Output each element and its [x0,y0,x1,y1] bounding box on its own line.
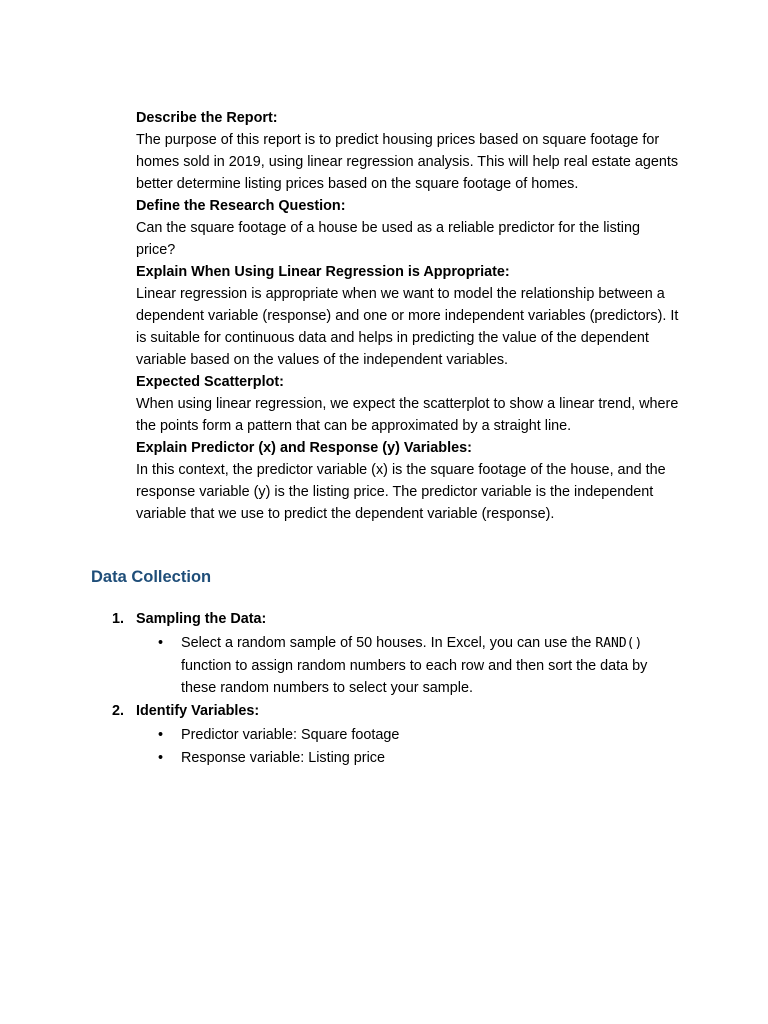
bullet-icon: • [158,750,164,766]
bullet-text-before: Select a random sample of 50 houses. In Excel, you can use the [181,635,596,651]
step-title: Sampling the Data: [136,611,267,627]
describe-report-label: Describe the Report: [136,110,278,126]
bullet-icon: • [158,635,164,651]
report-intro [136,107,681,525]
bullet-icon: • [158,727,164,743]
data-collection-heading: Data Collection [91,568,212,586]
data-collection-steps [91,608,681,770]
expected-scatterplot-label: Expected Scatterplot: [136,374,284,390]
research-question-label: Define the Research Question: [136,198,346,214]
step-title: Identify Variables: [136,703,260,719]
list-item [136,724,681,746]
step-sampling [91,608,681,699]
step-bullets [136,724,681,769]
regression-appropriate-label: Explain When Using Linear Regression is Appropriate: [136,264,510,280]
expected-scatterplot-text: When using linear regression, we expect the scatterplot to show a linear trend, where the points form a pattern that can be approximated by a straight line. [136,396,679,434]
step-identify-variables [91,700,681,769]
list-item [136,747,681,769]
bullet-text: Predictor variable: Square footage [181,727,400,743]
bullet-text: Response variable: Listing price [181,750,385,766]
list-item [136,632,681,699]
variables-label: Explain Predictor (x) and Response (y) Variables: [136,440,472,456]
bullet-text-after: function to assign random numbers to each row and then sort the data by these random numbers to select your sample. [181,658,648,696]
step-number: 2. [112,703,125,719]
variables-text: In this context, the predictor variable (x) is the square footage of the house, and the response variable (y) is the listing price. The predictor variable is the independent variable that we use to predict the dependent variable (response). [136,462,666,522]
step-bullets [136,632,681,699]
research-question-text: Can the square footage of a house be used as a reliable predictor for the listing price? [136,220,640,258]
regression-appropriate-text: Linear regression is appropriate when we want to model the relationship between a dependent variable (response) and one or more independent variables (predictors). It is suitable for continuous data and helps in predicting the value of the dependent variable based on the values of the independent variables. [136,286,679,368]
step-number: 1. [112,611,125,627]
rand-function-code: RAND() [595,636,643,651]
describe-report-text: The purpose of this report is to predict housing prices based on square footage for homes sold in 2019, using linear regression analysis. This will help real estate agents better determine listing prices based on the square footage of homes. [136,132,679,192]
